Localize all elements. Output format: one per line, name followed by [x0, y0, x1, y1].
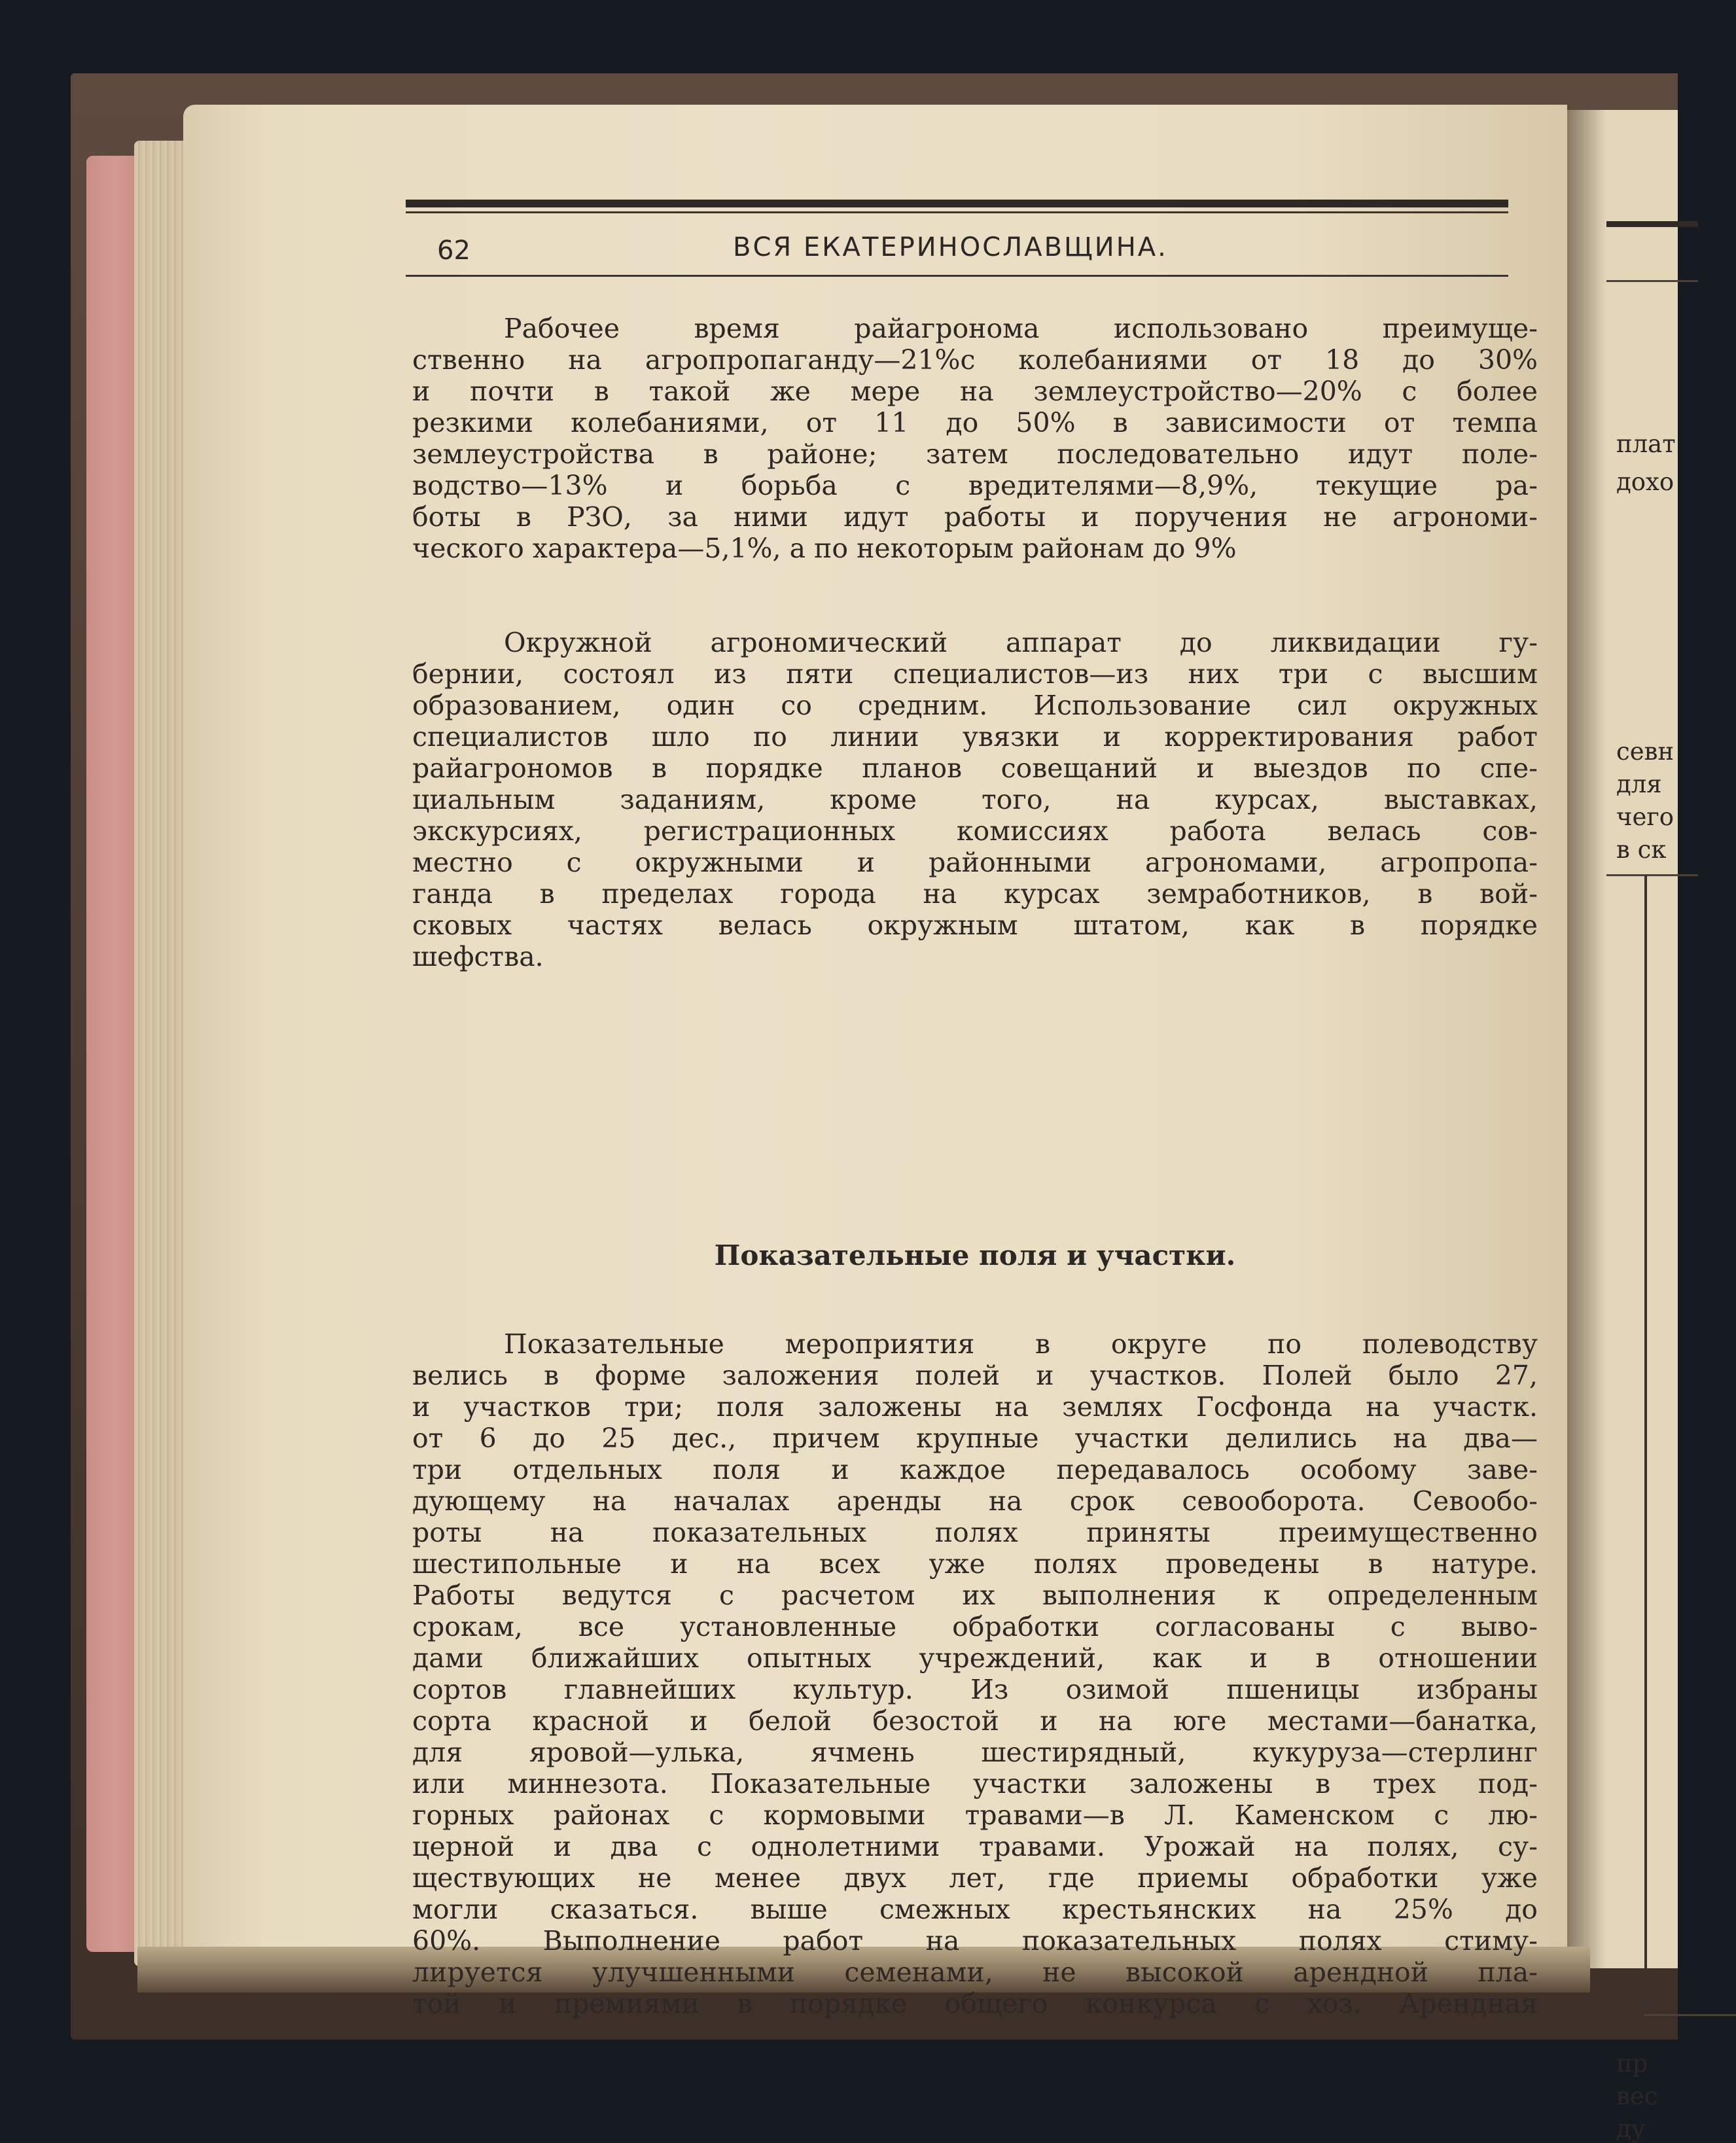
text-line: сковых частях велась окружным штатом, как в порядке: [412, 910, 1538, 941]
text-line: от 6 до 25 дес., причем крупные участки делились на два—: [412, 1423, 1538, 1454]
running-head: ВСЯ ЕКАТЕРИНОСЛАВЩИНА.: [733, 232, 1168, 262]
paragraph-demonstration-fields: [412, 1328, 1538, 2019]
text-line: местно с окружными и районными агрономами, агропропа-: [412, 847, 1538, 878]
text-line: ганда в пределах города на курсах земработников, в вой-: [412, 878, 1538, 910]
text-line: резкими колебаниями, от 11 до 50% в зависимости от темпа: [412, 407, 1538, 438]
text-line: шефства.: [412, 941, 544, 972]
text-line: Показательные мероприятия в округе по полеводству: [504, 1328, 1538, 1360]
page-number: 62: [437, 236, 470, 266]
text-line: для яровой—улька, ячмень шестирядный, кукуруза—стерлинг: [412, 1737, 1538, 1768]
text-line: велись в форме заложения полей и участков. Полей было 27,: [412, 1360, 1538, 1391]
facing-page-text: чего: [1616, 803, 1674, 831]
table-vertical-rule: [1644, 876, 1647, 2014]
text-line: или миннезота. Показательные участки заложены в трех под-: [412, 1768, 1538, 1799]
text-line: землеустройства в районе; затем последовательно идут поле-: [412, 438, 1538, 470]
gutter-shadow: [1567, 110, 1606, 1968]
facing-page-rule: [1606, 221, 1698, 227]
text-line: специалистов шло по линии увязки и корректирования работ: [412, 721, 1538, 753]
facing-page-text: плат: [1616, 430, 1676, 458]
header-rule-bottom: [406, 275, 1508, 277]
text-line: райагрономов в порядке планов совещаний и выездов по спе-: [412, 753, 1538, 784]
text-line: 60%. Выполнение работ на показательных полях стиму-: [412, 1925, 1538, 1957]
text-line: срокам, все установленные обработки согласованы с выво-: [412, 1611, 1538, 1642]
text-line: сортов главнейших культур. Из озимой пшеницы избраны: [412, 1674, 1538, 1705]
text-line: и участков три; поля заложены на землях Госфонда на участк.: [412, 1391, 1538, 1423]
text-line: сорта красной и белой безостой и на юге местами—банатка,: [412, 1705, 1538, 1737]
text-line: ческого характера—5,1%, а по некоторым районам до 9%: [412, 533, 1237, 564]
facing-page-text: в ск: [1616, 836, 1667, 864]
table-bottom-rule: [1644, 2014, 1736, 2016]
paragraph-district-apparatus: [412, 627, 1538, 972]
text-line: ществующих не менее двух лет, где приемы обработки уже: [412, 1862, 1538, 1894]
text-line: бернии, состоял из пяти специалистов—из них три с высшим: [412, 658, 1538, 690]
paragraph-agronomist-time: [412, 313, 1538, 564]
facing-page-thin-rule: [1606, 280, 1698, 282]
text-line: роты на показательных полях приняты преимущественно: [412, 1517, 1538, 1548]
text-line: той и премиями в порядке общего конкурса с хоз. Арендная: [412, 1988, 1538, 2019]
text-line: и почти в такой же мере на землеустройство—20% с более: [412, 376, 1538, 407]
text-line: Рабочее время райагронома использовано преимуще-: [504, 313, 1538, 344]
facing-page-text: ду: [1616, 2115, 1646, 2143]
text-line: боты в РЗО, за ними идут работы и поручения не агрономи-: [412, 501, 1538, 533]
text-line: экскурсиях, регистрационных комиссиях работа велась сов-: [412, 815, 1538, 847]
text-line: шестипольные и на всех уже полях проведены в натуре.: [412, 1548, 1538, 1580]
text-line: циальным заданиям, кроме того, на курсах, выставках,: [412, 784, 1538, 815]
text-line: могли сказаться. выше смежных крестьянских на 25% до: [412, 1894, 1538, 1925]
text-line: три отдельных поля и каждое передавалось особому заве-: [412, 1454, 1538, 1485]
facing-page-text: вес: [1616, 2082, 1658, 2110]
text-line: дами ближайших опытных учреждений, как и в отношении: [412, 1642, 1538, 1674]
text-line: водство—13% и борьба с вредителями—8,9%, текущие ра-: [412, 470, 1538, 501]
text-line: горных районах с кормовыми травами—в Л. Каменском с лю-: [412, 1799, 1538, 1831]
text-line: дующему на началах аренды на срок севооборота. Севообо-: [412, 1485, 1538, 1517]
text-line: лируется улучшенными семенами, не высокой арендной пла-: [412, 1957, 1538, 1988]
facing-page-text: пр: [1616, 2049, 1648, 2078]
text-line: церной и два с однолетними травами. Урожай на полях, су-: [412, 1831, 1538, 1862]
section-heading: Показательные поля и участки.: [714, 1239, 1236, 1271]
table-top-rule: [1606, 874, 1698, 876]
facing-page-text: дохо: [1616, 468, 1674, 496]
text-line: Работы ведутся с расчетом их выполнения к определенным: [412, 1580, 1538, 1611]
facing-page: [1567, 110, 1678, 2143]
text-line: образованием, один со средним. Использование сил окружных: [412, 690, 1538, 721]
header-rule-thin: [406, 211, 1508, 213]
text-line: Окружной агрономический аппарат до ликвидации гу-: [504, 627, 1538, 658]
text-line: ственно на агропропаганду—21%с колебаниями от 18 до 30%: [412, 344, 1538, 376]
header-rule-thick: [406, 200, 1508, 207]
facing-page-text: для: [1616, 770, 1662, 798]
facing-page-text: севн: [1616, 737, 1674, 766]
